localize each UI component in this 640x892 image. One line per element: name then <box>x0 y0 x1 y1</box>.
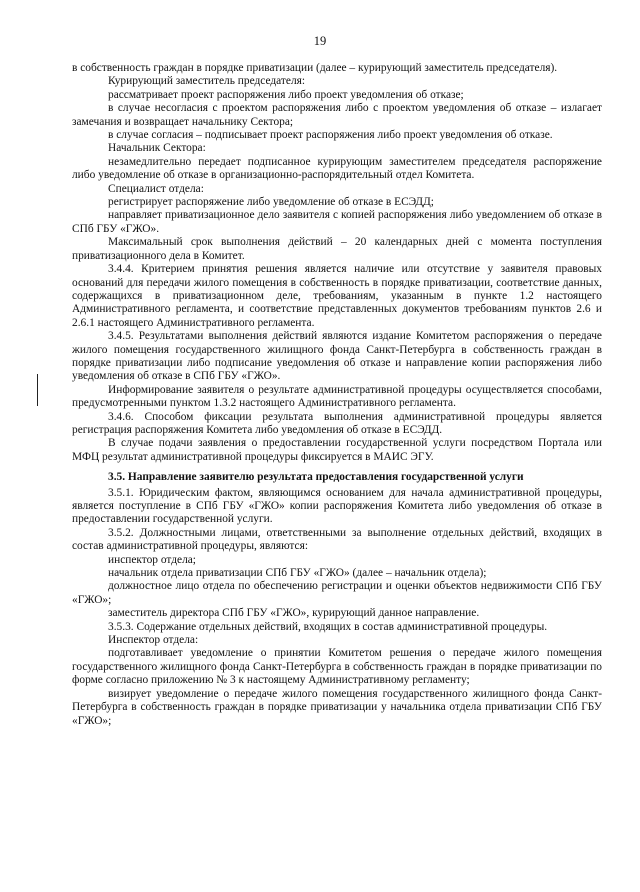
paragraph: направляет приватизационное дело заявителя с копией распоряжения либо уведомлением об отказе в СПб ГБУ «ГЖО». <box>72 209 602 235</box>
paragraph: Информирование заявителя о результате административной процедуры осуществляется способами, предусмотренными пунктом 1.3.2 настоящего Административного регламента. <box>72 383 602 410</box>
paragraph: В случае подачи заявления о предоставлении государственной услуги посредством Портала или МФЦ результат административной процедуры фиксируется в МАИС ЭГУ. <box>72 437 602 463</box>
paragraph: подготавливает уведомление о принятии Комитетом решения о передаче жилого помещения государственного жилищного фонда Санкт-Петербурга в собственность граждан в порядке приватизации по форме согласно приложению № 3 к настоящему Административному регламенту; <box>72 647 602 687</box>
paragraph: Начальник Сектора: <box>108 142 206 155</box>
margin-change-bar <box>37 374 38 406</box>
paragraph: визирует уведомление о передаче жилого помещения государственного жилищного фонда Санкт-Петербурга в собственность граждан в порядке приватизации у начальника отдела приватизации СПб ГБУ «ГЖО»; <box>72 687 602 727</box>
paragraph: Курирующий заместитель председателя: <box>108 75 306 88</box>
section-heading: 3.5. Направление заявителю результата предоставления государственной услуги <box>108 471 524 484</box>
paragraphs-top <box>72 62 602 464</box>
paragraph: Специалист отдела: <box>108 182 204 195</box>
paragraph: инспектор отдела; <box>108 553 196 566</box>
paragraph: начальник отдела приватизации СПб ГБУ «ГЖО» (далее – начальник отдела); <box>108 567 487 580</box>
paragraph: в собственность граждан в порядке приватизации (далее – курирующий заместитель председателя). <box>72 62 558 74</box>
document-body <box>72 62 602 728</box>
paragraph: 3.5.3. Содержание отдельных действий, входящих в состав административной процедуры. <box>108 620 548 633</box>
paragraph: в случае согласия – подписывает проект распоряжения либо проект уведомления об отказе. <box>108 129 553 142</box>
paragraph: 3.5.2. Должностными лицами, ответственными за выполнение отдельных действий, входящих в состав административной процедуры, являются: <box>72 526 602 553</box>
paragraphs-bottom <box>72 487 602 728</box>
paragraph: незамедлительно передает подписанное курирующим заместителем председателя распоряжение либо уведомление об отказе в организационно-распорядительный отдел Комитета. <box>72 155 602 182</box>
paragraph: заместитель директора СПб ГБУ «ГЖО», курирующий данное направление. <box>108 607 480 620</box>
paragraph: Максимальный срок выполнения действий – 20 календарных дней с момента поступления приватизационного дела в Комитет. <box>72 236 602 262</box>
paragraph: рассматривает проект распоряжения либо проект уведомления об отказе; <box>108 88 464 101</box>
paragraph: должностное лицо отдела по обеспечению регистрации и оценки объектов недвижимости СПб ГБУ «ГЖО»; <box>72 580 602 606</box>
paragraph: в случае несогласия с проектом распоряжения либо с проектом уведомления об отказе – излагает замечания и возвращает начальнику Сектора; <box>72 102 602 128</box>
paragraph: регистрирует распоряжение либо уведомление об отказе в ЕСЭДД; <box>108 196 434 209</box>
paragraph: 3.4.4. Критерием принятия решения является наличие или отсутствие у заявителя правовых оснований для передачи жилого помещения в собственность в порядке приватизации, соответствие данных, содержащихся в приватизационном деле, требованиям, указанным в пункте 1.2 настоящего Административного регламента, и соответствие представленных документов требованиям пунктов 2.6 и 2.6.1 настоящего Административного регламента. <box>72 263 602 329</box>
paragraph: Инспектор отдела: <box>108 634 199 647</box>
paragraph: 3.5.1. Юридическим фактом, являющимся основанием для начала административной процедуры, является поступление в СПб ГБУ «ГЖО» копии распоряжения Комитета либо уведомления об отказе в предоставлении государственной услуги. <box>72 486 602 526</box>
paragraph: 3.4.6. Способом фиксации результата выполнения административной процедуры является регистрация распоряжения Комитета либо уведомления об отказе в ЕСЭДД. <box>72 410 602 436</box>
paragraph: 3.4.5. Результатами выполнения действий являются издание Комитетом распоряжения о передаче жилого помещения государственного жилищного фонда Санкт-Петербурга в собственность граждан в порядке приватизации либо подписание уведомления об отказе и направление копии распоряжения либо уведомления об отказе в СПб ГБУ «ГЖО». <box>72 330 602 383</box>
page-number: 19 <box>313 34 327 48</box>
